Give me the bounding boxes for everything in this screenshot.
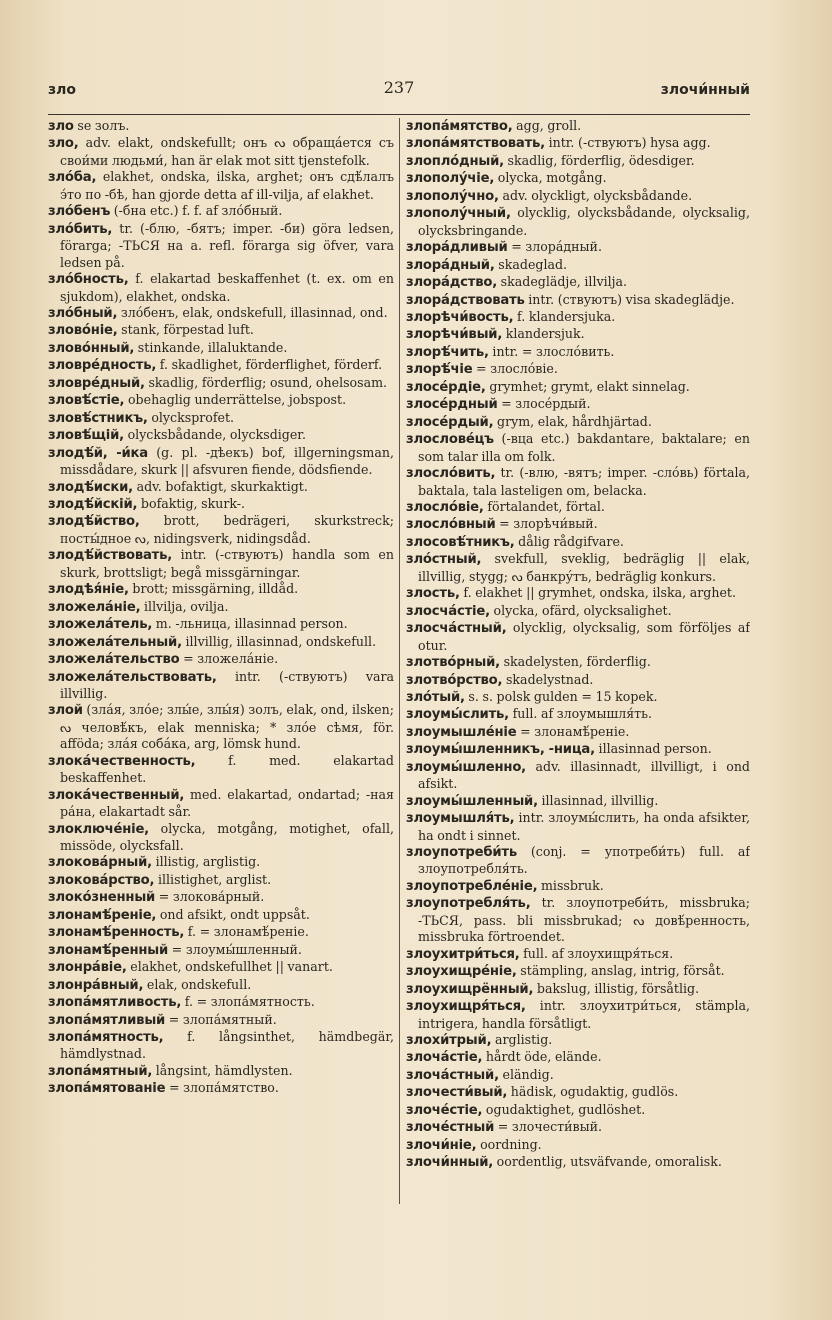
dictionary-entry: [48, 634, 394, 651]
entry-definition: svekfull, sveklig, bedräglig || elak, illvillig, stygg; ᔓ банкрýтъ, bedräglig konkurs.: [418, 551, 750, 584]
entry-definition: full. af злоумышля́ть.: [509, 706, 652, 722]
entry-definition: olycksbådande, olycksdiger.: [123, 427, 306, 443]
entry-definition: grymhet; grymt, elakt sinnelag.: [485, 378, 690, 394]
entry-definition: förtalandet, förtal.: [483, 498, 605, 514]
entry-definition: intr. (-ствуютъ) vara illvillig.: [60, 668, 394, 701]
entry-headword: злокова́рный,: [48, 855, 152, 871]
dictionary-entry: [406, 724, 750, 741]
entry-definition: tr. (-блю, -бятъ; imper. -би) göra ledsen, förarga; -ТЬСЯ на a. refl. förarga sig öfver, vara ledsen på.: [60, 220, 394, 270]
entry-definition: f. elakartad beskaffenhet (t. ex. om en sjukdom), elakhet, ondska.: [60, 271, 394, 304]
entry-headword: зло́ба,: [48, 170, 97, 186]
entry-definition: f. klandersjuka.: [513, 308, 616, 324]
dictionary-entry: [48, 410, 394, 427]
dictionary-entry: [406, 706, 750, 723]
entry-definition: adv. bofaktigt, skurkaktigt.: [133, 478, 308, 494]
entry-definition: brott; missgärning, illdåd.: [128, 581, 299, 597]
entry-headword: злоча́стіе,: [406, 1050, 483, 1066]
entry-headword: злоплóдный,: [406, 153, 504, 169]
entry-headword: злопа́мятство,: [406, 119, 513, 134]
entry-definition: = злопа́мятный.: [165, 1011, 277, 1027]
dictionary-entry: [406, 654, 750, 671]
dictionary-entry: [48, 787, 394, 821]
entry-definition: (conj. = употреби́ть) full. af злоупотребля́ть.: [418, 844, 750, 877]
dictionary-entry: [406, 810, 750, 844]
dictionary-entry: [406, 793, 750, 810]
entry-headword: зложела́ніе,: [48, 599, 141, 615]
entry-definition: skadlig, förderflig, ödesdiger.: [503, 152, 695, 168]
entry-definition: skadelystnad.: [502, 671, 594, 687]
entry-definition: full. af злоухищря́ться.: [519, 945, 674, 961]
dictionary-entry: [406, 135, 750, 152]
entry-definition: adv. olyckligt, olycksbådande.: [498, 187, 693, 203]
entry-headword: злоумы́слить,: [406, 707, 509, 723]
entry-definition: f. = злонамѣ́реніе.: [184, 924, 309, 940]
dictionary-entry: [406, 205, 750, 239]
dictionary-entry: [48, 942, 394, 959]
dictionary-entry: [406, 1049, 750, 1066]
dictionary-entry: [48, 357, 394, 374]
dictionary-entry: [406, 326, 750, 343]
dictionary-entry: [406, 946, 750, 963]
dictionary-entry: [406, 292, 750, 309]
entry-definition: ogudaktighet, gudlöshet.: [482, 1101, 646, 1117]
dictionary-entry: [406, 379, 750, 396]
dictionary-entry: [48, 271, 394, 305]
entry-definition: grym, elak, hårdhjärtad.: [493, 413, 652, 429]
entry-headword: зловѣ́стникъ,: [48, 410, 148, 426]
dictionary-entry: [48, 599, 394, 616]
dictionary-entry: [48, 392, 394, 409]
entry-definition: skadelysten, förderflig.: [499, 654, 651, 670]
entry-definition: olycka, motgång, motighet, ofall, missöde, olycksfall.: [60, 820, 394, 854]
entry-definition: intr. злоумы́слить, ha onda afsikter, ha ondt i sinnet.: [418, 810, 750, 843]
entry-headword: злой: [48, 703, 83, 719]
entry-headword: злоупотребля́ть,: [406, 896, 531, 912]
dictionary-entry: [48, 118, 394, 135]
right-column: [406, 118, 750, 1172]
entry-headword: злоухищря́ться,: [406, 999, 526, 1015]
dictionary-entry: [406, 689, 750, 706]
entry-definition: elak, ondskefull.: [143, 976, 252, 992]
entry-definition: = злонамѣ́реніе.: [516, 723, 630, 739]
entry-headword: злосча́стный,: [406, 621, 507, 637]
entry-definition: intr. (-ствуютъ) handla som en skurk, brottsligt; begå missgärningar.: [60, 547, 394, 580]
entry-headword: злоключéніе,: [48, 821, 149, 837]
entry-headword: злопа́мятствовать,: [406, 136, 545, 152]
entry-definition: = злослóвіе.: [472, 361, 558, 377]
entry-headword: злокова́рство,: [48, 872, 155, 888]
right-guide-word: злочи́нный: [660, 82, 750, 98]
entry-definition: = злорáдный.: [507, 239, 602, 255]
dictionary-entry: [406, 431, 750, 465]
dictionary-entry: [48, 872, 394, 889]
entry-definition: intr. = злослóвить.: [488, 343, 615, 359]
dictionary-entry: [48, 479, 394, 496]
entry-headword: злоча́стный,: [406, 1067, 499, 1083]
dictionary-entry: [406, 1119, 750, 1136]
dictionary-entry: [48, 907, 394, 924]
entry-headword: злоумышля́ть,: [406, 811, 515, 827]
entry-definition: adv. elakt, ondskefullt; онъ ᔓ обращáется съ свои́ми людьми́, han är elak mot sitt tjenstefolk.: [60, 135, 394, 168]
entry-definition: злóбенъ, elak, ondskefull, illasinnad, ond.: [117, 304, 388, 320]
entry-headword: зло́бный,: [48, 305, 118, 321]
entry-headword: злохи́трый,: [406, 1033, 492, 1049]
dictionary-entry: [48, 427, 394, 444]
entry-definition: illvillig, illasinnad, ondskefull.: [181, 633, 377, 649]
dictionary-entry: [48, 651, 394, 668]
dictionary-entry: [406, 741, 750, 758]
entry-definition: illasinnad person.: [594, 741, 712, 757]
entry-headword: злопа́мятность,: [48, 1030, 164, 1046]
dictionary-entry: [48, 977, 394, 994]
entry-definition: elakhet, ondskefullhet || vanart.: [126, 959, 333, 975]
entry-headword: злонра́вный,: [48, 977, 144, 993]
entry-definition: klandersjuk.: [502, 326, 585, 342]
dictionary-entry: [48, 854, 394, 871]
entry-headword: злора́дный,: [406, 257, 495, 273]
entry-definition: dålig rådgifvare.: [514, 533, 624, 549]
dictionary-entry: [406, 878, 750, 895]
dictionary-entry: [48, 513, 394, 547]
entry-headword: злодѣ́й, -и́ка: [48, 445, 148, 461]
entry-definition: illistig, arglistig.: [151, 854, 261, 870]
entry-definition: m. -льница, illasinnad person.: [152, 616, 348, 632]
entry-definition: = злоумы́шленный.: [168, 941, 302, 957]
entry-headword: злóстный,: [406, 552, 482, 568]
entry-definition: med. elakartad, ondartad; -ная рáна, elakartadt sår.: [60, 786, 394, 820]
dictionary-entry: [48, 702, 394, 752]
entry-definition: eländig.: [498, 1066, 554, 1082]
entry-headword: зловрéдный,: [48, 375, 145, 391]
dictionary-entry: [406, 1154, 750, 1171]
dictionary-entry: [48, 1012, 394, 1029]
entry-definition: agg, groll.: [512, 118, 582, 133]
entry-headword: злокáчественный,: [48, 787, 185, 803]
dictionary-entry: [48, 1063, 394, 1080]
dictionary-entry: [406, 534, 750, 551]
entry-definition: skadeglad.: [494, 256, 568, 272]
dictionary-entry: [406, 672, 750, 689]
dictionary-entry: [48, 959, 394, 976]
entry-headword: злослóвный: [406, 517, 496, 533]
dictionary-entry: [406, 396, 750, 413]
entry-definition: f. långsinthet, hämdbegär, hämdlystnad.: [60, 1029, 394, 1062]
entry-definition: = зложелáніе.: [179, 651, 279, 667]
entry-definition: f. skadlighet, förderflighet, förderf.: [156, 357, 383, 373]
dictionary-entry: [406, 1067, 750, 1084]
dictionary-entry: [406, 981, 750, 998]
entry-headword: злонра́віе,: [48, 960, 127, 976]
dictionary-entry: [406, 309, 750, 326]
dictionary-entry: [406, 239, 750, 256]
dictionary-entry: [406, 257, 750, 274]
dictionary-entry: [48, 924, 394, 941]
dictionary-entry: [406, 620, 750, 654]
entry-headword: злоумы́шленно,: [406, 759, 526, 775]
entry-headword: злопа́мятный,: [48, 1063, 153, 1079]
dictionary-entry: [406, 344, 750, 361]
entry-headword: злоумы́шленный,: [406, 793, 538, 809]
dictionary-entry: [406, 895, 750, 945]
entry-headword: зложела́тельство: [48, 652, 180, 668]
entry-definition: stämpling, anslag, intrig, försåt.: [516, 963, 725, 979]
entry-definition: f. med. elakartad beskaffenhet.: [60, 752, 394, 786]
dictionary-entry: [406, 1084, 750, 1101]
entry-headword: злодѣ́йствовать,: [48, 548, 173, 564]
entry-headword: зловóніе,: [48, 323, 118, 339]
dictionary-entry: [48, 221, 394, 271]
entry-headword: зловóнный,: [48, 340, 135, 356]
dictionary-entry: [406, 414, 750, 431]
entry-headword: злодѣ́йство,: [48, 514, 140, 530]
entry-headword: злословéцъ: [406, 432, 494, 448]
entry-headword: злоумышлéніе: [406, 724, 517, 740]
dictionary-entry: [406, 516, 750, 533]
entry-headword: зло,: [48, 136, 79, 152]
entry-headword: злочести́вый,: [406, 1085, 508, 1101]
dictionary-entry: [48, 340, 394, 357]
dictionary-entry: [48, 669, 394, 703]
dictionary-entry: [48, 753, 394, 787]
entry-definition: arglistig.: [491, 1032, 553, 1048]
header-rule: [48, 114, 750, 115]
entry-definition: (-вца etc.) bakdantare, baktalare; en som talar illa om folk.: [418, 431, 750, 464]
entry-headword: злодѣя́ніе,: [48, 582, 129, 598]
dictionary-entry: [406, 1102, 750, 1119]
dictionary-entry: [48, 994, 394, 1011]
entry-headword: злополу́чный,: [406, 206, 511, 222]
entry-headword: злора́дствовать: [406, 292, 525, 308]
entry-headword: злокáчественность,: [48, 753, 196, 769]
dictionary-entry: [406, 551, 750, 585]
entry-definition: (-бна etc.) f. f. af злóбный.: [110, 203, 283, 219]
entry-definition: oordning.: [476, 1136, 542, 1152]
dictionary-entry: [48, 496, 394, 513]
entry-headword: злора́дливый: [406, 240, 508, 256]
dictionary-entry: [48, 547, 394, 581]
entry-definition: = злосéрдый.: [497, 396, 591, 412]
dictionary-entry: [48, 616, 394, 633]
entry-definition: = злокова́рный.: [155, 889, 265, 905]
entry-headword: злоухитри́ться,: [406, 946, 520, 962]
entry-headword: злоупотреби́ть: [406, 845, 518, 861]
entry-headword: злоумы́шленникъ, -ница,: [406, 742, 595, 758]
dictionary-entry: [406, 844, 750, 878]
dictionary-entry: [406, 188, 750, 205]
entry-headword: злополу́чіе,: [406, 171, 495, 187]
entry-definition: se золъ.: [73, 118, 130, 133]
dictionary-entry: [48, 375, 394, 392]
entry-definition: adv. illasinnadt, illvilligt, i ond afsikt.: [418, 758, 750, 792]
entry-definition: stank, förpestad luft.: [117, 322, 254, 338]
dictionary-entry: [406, 998, 750, 1032]
dictionary-entry: [406, 603, 750, 620]
entry-definition: oordentlig, utsväfvande, omoralisk.: [493, 1154, 722, 1170]
entry-definition: obehaglig underrättelse, jobspost.: [124, 392, 347, 408]
entry-headword: зло́бность,: [48, 272, 129, 288]
dictionary-entry: [406, 759, 750, 793]
entry-definition: bofaktig, skurk-.: [137, 495, 246, 511]
entry-definition: intr. (ствуютъ) visa skadeglädje.: [524, 291, 735, 307]
entry-headword: зложела́тельствовать,: [48, 669, 217, 685]
left-guide-word: зло: [48, 82, 77, 98]
entry-headword: злосéрдіе,: [406, 379, 486, 395]
entry-definition: skadeglädje, illvilja.: [497, 274, 628, 290]
entry-headword: злосча́стіе,: [406, 603, 490, 619]
entry-definition: f. = злопа́мятность.: [181, 994, 315, 1010]
entry-definition: olycklig, olycksalig, som förföljes af otur.: [418, 620, 750, 653]
entry-headword: злоупотреблéніе,: [406, 878, 538, 894]
entry-definition: f. elakhet || grymhet, ondska, ilska, arghet.: [459, 585, 736, 601]
entry-definition: intr. злоухитри́ться, stämpla, intrigera, handla försåtligt.: [418, 998, 750, 1031]
entry-headword: злорѣ́чить,: [406, 344, 489, 360]
entry-definition: tr. злоупотреби́ть, missbruka; -ТЬСЯ, pass. bli missbrukad; ᔓ довѣ́ренность, missbruka förtroendet.: [418, 895, 750, 945]
entry-headword: злонамѣ́ренность,: [48, 925, 185, 941]
entry-definition: illistighet, arglist.: [154, 871, 272, 887]
entry-headword: злóтый,: [406, 689, 465, 705]
dictionary-entry: [406, 170, 750, 187]
dictionary-entry: [406, 1032, 750, 1049]
entry-headword: злоухищрéніе,: [406, 964, 517, 980]
running-header: [48, 78, 750, 102]
entry-definition: bakslug, illistig, försåtlig.: [533, 980, 700, 996]
entry-definition: = злопа́мятство.: [165, 1080, 279, 1096]
entry-definition: (злáя, злóе; злы́е, злы́я) золъ, elak, ond, ilsken; ᔓ человѣ́къ, elak menniska; * злóе сѣмя, för. afföda; злáя собáка, arg, lömsk hund.: [60, 702, 394, 752]
entry-headword: злочи́нный,: [406, 1155, 494, 1171]
dictionary-entry: [406, 963, 750, 980]
dictionary-entry: [48, 821, 394, 855]
entry-headword: злокóзненный: [48, 890, 156, 906]
entry-headword: злополу́чно,: [406, 188, 499, 204]
dictionary-entry: [48, 581, 394, 598]
dictionary-entry: [48, 322, 394, 339]
dictionary-entry: [406, 499, 750, 516]
entry-definition: långsint, hämdlysten.: [152, 1062, 293, 1078]
dictionary-entry: [406, 118, 750, 135]
entry-headword: злонамѣ́ренный: [48, 942, 169, 958]
entry-definition: tr. (-влю, -вятъ; imper. -слóвь) förtala, baktala, tala lasteligen om, belacka.: [418, 465, 750, 498]
dictionary-entry: [406, 361, 750, 378]
entry-headword: злопа́мятливость,: [48, 995, 182, 1011]
dictionary-entry: [406, 1137, 750, 1154]
entry-definition: elakhet, ondska, ilska, arghet; онъ сдѣ́лалъ э́то по -бѣ, han gjorde detta af ill-vilja, af elakhet.: [60, 169, 394, 202]
entry-headword: злосовѣ́тникъ,: [406, 534, 515, 550]
dictionary-entry: [406, 274, 750, 291]
entry-definition: brott, bedrägeri, skurkstreck; посты́дное ᔓ, nidingsverk, nidingsdåd.: [60, 513, 394, 546]
entry-definition: hädisk, ogudaktig, gudlös.: [507, 1084, 679, 1100]
entry-headword: злора́дство,: [406, 275, 498, 291]
page-number: 237: [383, 78, 415, 97]
entry-headword: зло: [48, 119, 74, 134]
entry-headword: зловѣ́стіе,: [48, 393, 125, 409]
entry-definition: stinkande, illaluktande.: [134, 339, 288, 355]
entry-definition: skadlig, förderflig; osund, ohelsosam.: [144, 374, 388, 390]
dictionary-entry: [406, 585, 750, 602]
entry-headword: злодѣ́йскій,: [48, 496, 138, 512]
entry-definition: olycka, motgång.: [494, 170, 607, 186]
dictionary-entry: [48, 169, 394, 203]
entry-headword: злослóвіе,: [406, 499, 484, 515]
entry-definition: = злочести́вый.: [494, 1119, 603, 1135]
entry-headword: злотвóрный,: [406, 655, 500, 671]
entry-definition: olycksprofet.: [147, 409, 235, 425]
entry-definition: missbruk.: [537, 877, 604, 893]
dictionary-entry: [48, 445, 394, 479]
dictionary-entry: [48, 889, 394, 906]
dictionary-entry: [48, 305, 394, 322]
dictionary-entry: [406, 153, 750, 170]
entry-headword: злоухищрённый,: [406, 981, 534, 997]
dictionary-entry: [48, 203, 394, 220]
entry-definition: intr. (-ствуютъ) hysa agg.: [544, 135, 711, 151]
dictionary-entry: [48, 135, 394, 169]
dictionary-entry: [406, 465, 750, 499]
dictionary-entry: [48, 1080, 394, 1097]
entry-definition: (g. pl. -дѣекъ) bof, illgerningsman, missdådare, skurk || afsvuren fiende, dödsfiende.: [60, 444, 394, 478]
entry-definition: olycklig, olycksbådande, olycksalig, olycksbringande.: [418, 205, 750, 238]
entry-headword: зложела́тель,: [48, 617, 153, 633]
entry-headword: злопа́мятованіе: [48, 1081, 166, 1097]
entry-headword: зло́бенъ: [48, 204, 111, 220]
entry-headword: зложела́тельный,: [48, 634, 182, 650]
entry-definition: = злорѣчи́вый.: [495, 516, 598, 532]
entry-headword: злорѣчи́вый,: [406, 327, 503, 343]
entry-headword: зло́бить,: [48, 221, 113, 237]
entry-headword: злорѣ́чіе: [406, 362, 473, 378]
entry-headword: злочéстный: [406, 1120, 495, 1136]
entry-headword: злотвóрство,: [406, 672, 503, 688]
entry-definition: illvilja, ovilja.: [140, 598, 229, 614]
entry-headword: злодѣ́иски,: [48, 479, 133, 495]
entry-headword: злость,: [406, 586, 460, 602]
entry-headword: злорѣчи́вость,: [406, 309, 514, 325]
entry-headword: злочи́ніе,: [406, 1137, 477, 1153]
entry-headword: зловрéдность,: [48, 358, 157, 374]
entry-headword: злосéрдный: [406, 397, 498, 413]
entry-headword: зловѣ́щій,: [48, 428, 124, 444]
entry-headword: злосéрдый,: [406, 414, 494, 430]
column-divider: [399, 118, 400, 1204]
entry-definition: ond afsikt, ondt uppsåt.: [156, 906, 310, 922]
entry-headword: злослóвить,: [406, 466, 496, 482]
entry-headword: злочéстіе,: [406, 1102, 483, 1118]
entry-headword: злопа́мятливый: [48, 1012, 166, 1028]
entry-headword: злонамѣ́реніе,: [48, 907, 157, 923]
left-column: [48, 118, 394, 1098]
entry-definition: hårdt öde, elände.: [482, 1049, 602, 1065]
entry-definition: olycka, ofärd, olycksalighet.: [489, 602, 672, 618]
entry-definition: s. s. polsk gulden = 15 kopek.: [464, 688, 658, 704]
entry-definition: illasinnad, illvillig.: [537, 792, 659, 808]
dictionary-entry: [48, 1029, 394, 1063]
